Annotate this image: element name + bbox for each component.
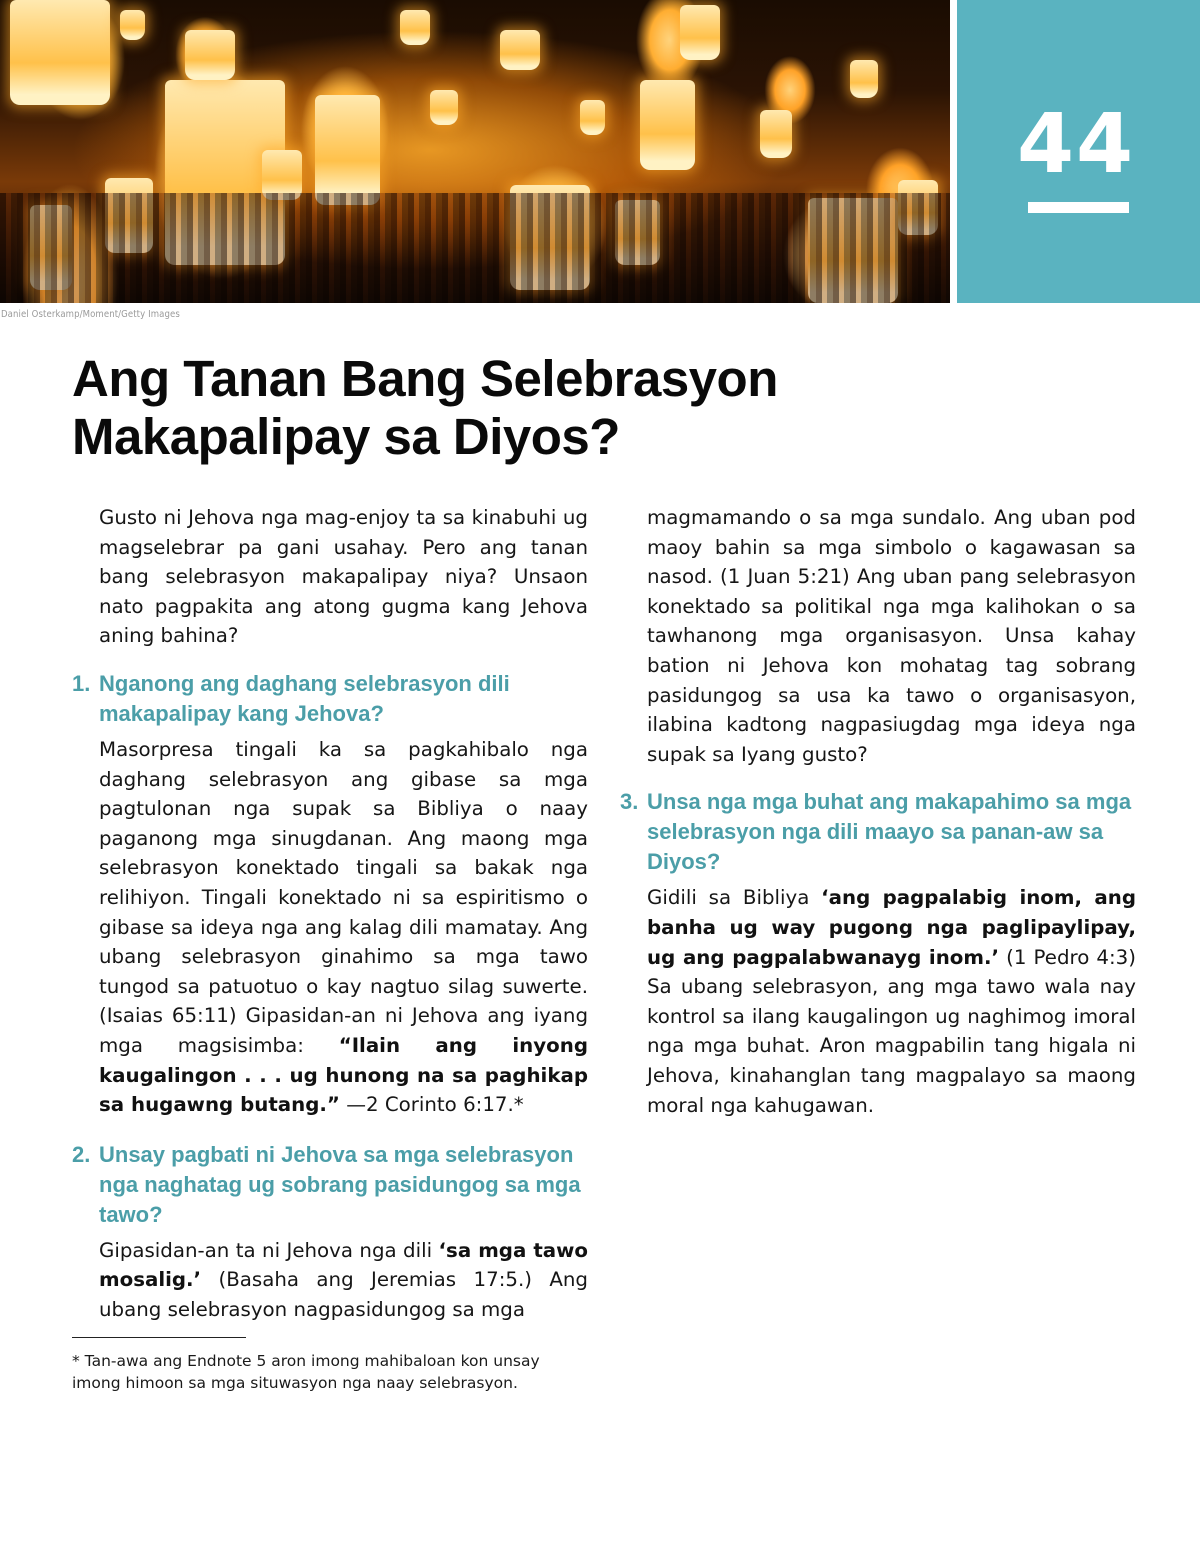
scripture-reference: —2 Corinto 6:17.*: [339, 1093, 524, 1117]
question-number: 3.: [620, 789, 639, 815]
footnote-divider: [72, 1337, 246, 1338]
answer-text: Gidili sa Bibliya: [647, 886, 822, 910]
answer-3-paragraph: [620, 883, 1136, 1120]
intro-paragraph: Gusto ni Jehova nga mag-enjoy ta sa kinabuhi ug magselebrar pa gani usahay. Pero ang tanan bang selebrasyon makapalipay niya? Unsaon nato pagpakita ang atong gugma kang Jehova aning bahina?: [99, 506, 588, 648]
left-column: [72, 503, 588, 1324]
answer-text-cont: (Basaha ang Jeremias 17:5.) Ang ubang selebrasyon nagpasidungog sa mga: [99, 1268, 588, 1321]
question-text: Unsay pagbati ni Jehova sa mga selebrasyon nga naghatag ug sobrang pasidungog sa mga tawo?: [99, 1141, 581, 1227]
chapter-number: 44: [1017, 97, 1136, 192]
answer-2-continued: magmamando o sa mga sundalo. Ang uban pod maoy bahin sa mga simbolo o kagawasan sa nasod. (1 Juan 5:21) Ang uban pang selebrasyon konektado sa politikal nga mga kalihokan o sa tawhanong mga organisasyon. Unsa kahay bation ni Jehova kon mohatag tag sobrang pasidungog sa usa ka tawo o organisasyon, ilabina kadtong nagpasiugdag mga ideya nga supak sa Iyang gusto?: [647, 506, 1136, 766]
answer-text-cont: (1 Pedro 4:3) Sa ubang selebrasyon, ang mga tawo wala nay kontrol sa ilang kaugalingon ug naghimog imoral nga mga buhat. Aron magpabilin tang higala ni Jehova, kinahanglan tang magpalayo sa maong moral nga kahugawan.: [647, 945, 1136, 1117]
scripture-quote-bold: ‘ang pagpalabig inom, ang banha ug way pugong nga paglipaylipay, ug ang pagpalabwanayg inom.’: [647, 886, 1137, 969]
page-title: [72, 350, 872, 466]
question-2: [72, 1140, 588, 1230]
question-number: 2.: [72, 1141, 91, 1167]
answer-text: Gipasidan-an ta ni Jehova nga dili: [99, 1238, 439, 1262]
chapter-panel: [957, 0, 1200, 303]
answer-text: Masorpresa tingali ka sa pagkahibalo nga daghang selebrasyon ang gibase sa mga pagtulonan nga supak sa Bibliya o naay paganong mga sinugdanan. Ang maong mga selebrasyon konektado tingali sa bakak nga relihiyon. Tingali konektado ni sa espiritismo o gibase sa ideya nga ang kalag dili mamatay. Ang ubang selebrasyon ginahimo sa mga tawo tungod sa patuotuo o kay nagtuo silag suwerte. (Isaias 65:11) Gipasidan-an ni Jehova ang iyang mga magsisimba:: [99, 737, 588, 1057]
answer-1-paragraph: [72, 735, 588, 1120]
chapter-underline: [1028, 202, 1129, 213]
photo-credit: Daniel Osterkamp/Moment/Getty Images: [1, 309, 180, 320]
title-line-1: Ang Tanan Bang Selebrasyon: [72, 350, 778, 407]
scripture-quote-bold: ‘sa mga tawo mosalig.’: [99, 1238, 589, 1292]
scripture-quote-bold: “Ilain ang inyong kaugalingon . . . ug hunong na sa paghikap sa hugawng butang.”: [99, 1033, 588, 1117]
crowd-silhouettes: [0, 193, 950, 303]
title-line-2: Makapalipay sa Diyos?: [72, 408, 620, 465]
question-text: Nganong ang daghang selebrasyon dili makapalipay kang Jehova?: [99, 670, 510, 726]
question-3: [620, 787, 1136, 877]
header-photo-lanterns: [0, 0, 950, 303]
footnote: * Tan-awa ang Endnote 5 aron imong mahibaloan kon unsay imong himoon sa mga situwasyon nga naay selebrasyon.: [72, 1352, 540, 1392]
answer-2-paragraph: [72, 1236, 588, 1325]
right-column: [620, 503, 1136, 1120]
question-number: 1.: [72, 670, 91, 696]
question-text: Unsa nga mga buhat ang makapahimo sa mga selebrasyon nga dili maayo sa panan-aw sa Diyos?: [647, 789, 1132, 875]
question-1: [72, 669, 588, 729]
